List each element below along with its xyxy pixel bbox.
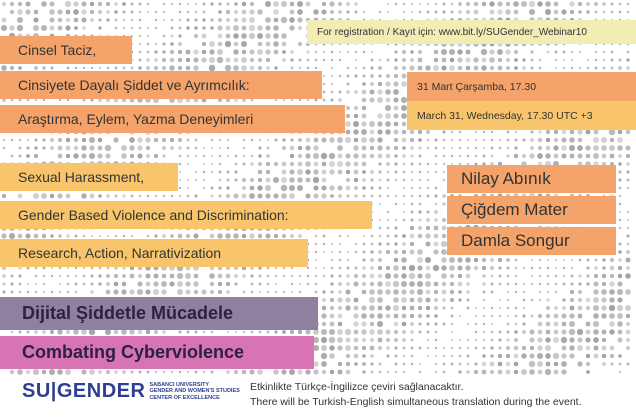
speaker-name: Çiğdem Mater (447, 196, 616, 224)
english-title-line-2: Gender Based Violence and Discrimination: (0, 201, 372, 229)
translation-note-english: There will be Turkish-English simultaneous translation during the event. (250, 396, 582, 408)
english-title-line-3: Research, Action, Narrativization (0, 239, 308, 267)
date-english: March 31, Wednesday, 17.30 UTC +3 (407, 101, 636, 130)
sugender-logo (22, 380, 240, 403)
turkish-title-line-3: Araştırma, Eylem, Yazma Deneyimleri (0, 105, 345, 133)
speaker-name: Damla Songur (447, 227, 616, 255)
date-turkish: 31 Mart Çarşamba, 17.30 (407, 72, 636, 101)
series-title-english: Combating Cyberviolence (0, 336, 314, 369)
speaker-name: Nilay Abınık (447, 165, 616, 193)
series-title-turkish: Dijital Şiddetle Mücadele (0, 297, 318, 330)
registration-text: For registration / Kayıt için: www.bit.ly/SUGender_Webinar10 (317, 26, 587, 38)
turkish-title-line-2: Cinsiyete Dayalı Şiddet ve Ayrımcılık: (0, 71, 322, 99)
logo-wordmark: SU|GENDER (22, 380, 146, 402)
logo-subtitle: SABANCI UNIVERSITY GENDER AND WOMEN'S STUDIES CENTER OF EXCELLENCE (149, 381, 240, 401)
english-title-line-1: Sexual Harassment, (0, 163, 178, 191)
translation-note-turkish: Etkinlikte Türkçe-İngilizce çeviri sağlanacaktır. (250, 381, 464, 393)
registration-banner (307, 20, 636, 44)
turkish-title-line-1: Cinsel Taciz, (0, 36, 132, 64)
